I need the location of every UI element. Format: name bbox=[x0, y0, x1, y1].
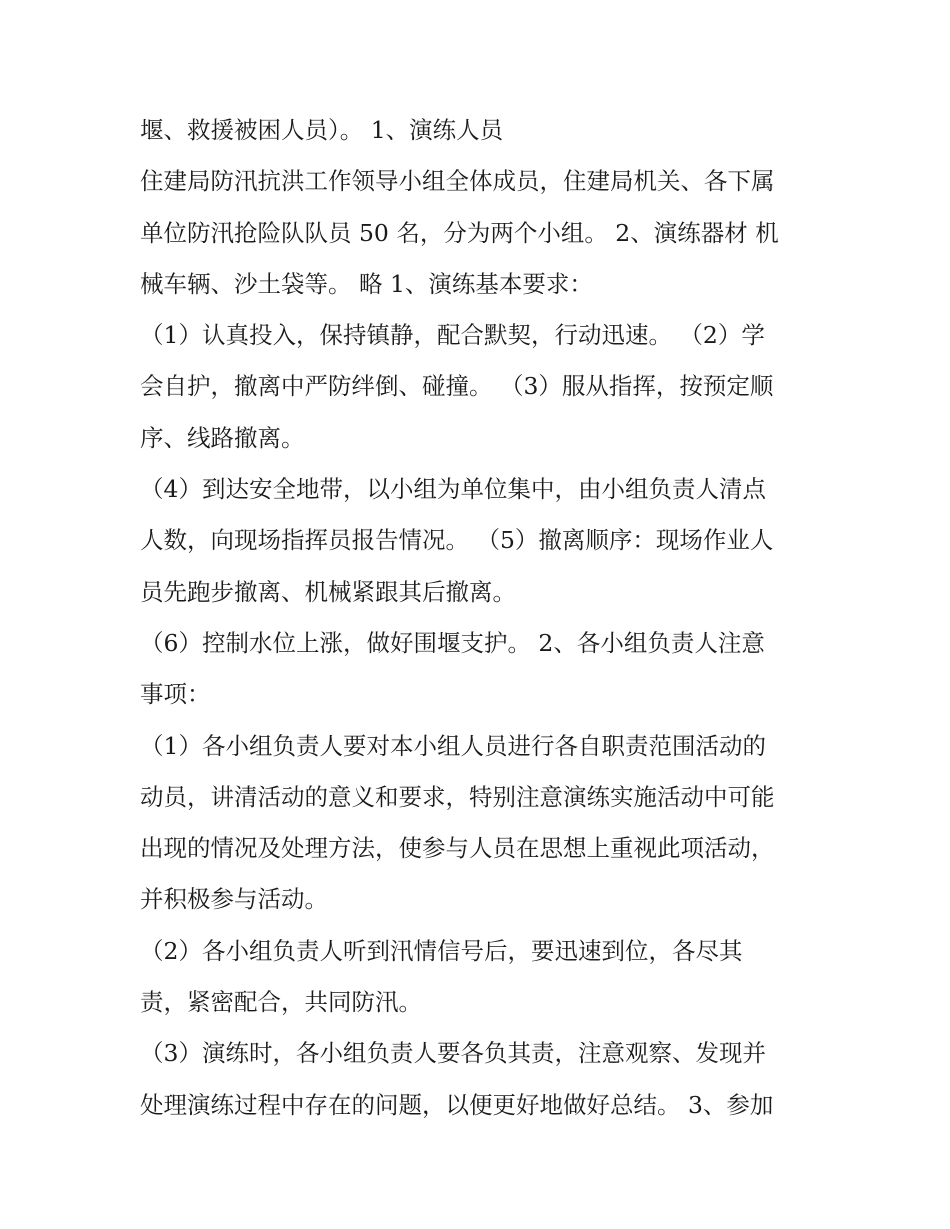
text-line: 处理演练过程中存在的问题，以便更好地做好总结。 3、参加 bbox=[140, 1090, 774, 1119]
text-line: 出现的情况及处理方法，使参与人员在思想上重视此项活动， bbox=[140, 834, 775, 863]
text-line: （1）各小组负责人要对本小组人员进行各自职责范围活动的 bbox=[140, 731, 766, 760]
text-line: 堰、救援被困人员）。 1、演练人员 bbox=[140, 116, 504, 144]
text-line: 单位防汛抢险队队员 50 名，分为两个小组。 2、演练器材 机 bbox=[140, 218, 779, 247]
text-line: 序、线路撤离。 bbox=[140, 423, 305, 452]
text-line: 会自护，撤离中严防绊倒、碰撞。 （3）服从指挥，按预定顺 bbox=[140, 372, 774, 401]
text-line: 事项： bbox=[140, 680, 211, 709]
text-line: 住建局防汛抗洪工作领导小组全体成员，住建局机关、各下属 bbox=[140, 167, 775, 196]
text-line: （6）控制水位上涨，做好围堰支护。 2、各小组负责人注意 bbox=[140, 628, 765, 657]
document-body bbox=[140, 105, 830, 1131]
text-line: 员先跑步撤离、机械紧跟其后撤离。 bbox=[140, 577, 516, 606]
text-line: （3）演练时，各小组负责人要各负其责，注意观察、发现并 bbox=[140, 1039, 766, 1068]
text-line: （4）到达安全地带，以小组为单位集中，由小组负责人清点 bbox=[140, 475, 766, 504]
text-line: 人数，向现场指挥员报告情况。 （5）撤离顺序：现场作业人 bbox=[140, 526, 774, 555]
text-line: 械车辆、沙土袋等。 略 1、演练基本要求： bbox=[140, 269, 593, 298]
text-line: （2）各小组负责人听到汛情信号后，要迅速到位，各尽其 bbox=[140, 936, 743, 965]
text-line: 动员，讲清活动的意义和要求，特别注意演练实施活动中可能 bbox=[140, 782, 775, 811]
text-line: 责，紧密配合，共同防汛。 bbox=[140, 988, 422, 1017]
text-line: 并积极参与活动。 bbox=[140, 885, 328, 914]
text-line: （1）认真投入，保持镇静，配合默契，行动迅速。 （2）学 bbox=[140, 321, 765, 350]
